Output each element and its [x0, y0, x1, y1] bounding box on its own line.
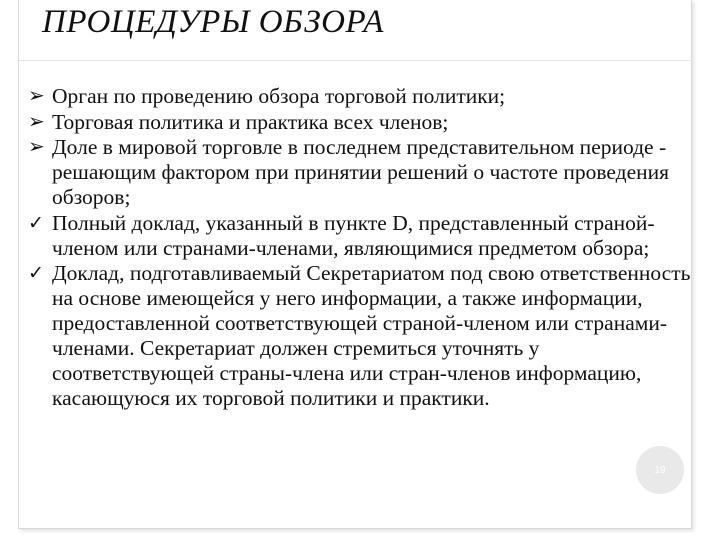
list-item — [28, 135, 692, 210]
list-item-text: Орган по проведению обзора торговой политики; — [52, 84, 506, 108]
arrow-bullet-icon: ➢ — [28, 136, 45, 158]
checkmark-bullet-icon: ✓ — [28, 263, 44, 284]
page-number: 19 — [654, 464, 666, 476]
bullet-list — [28, 84, 692, 412]
list-item-text: Доле в мировой торговле в последнем представительном периоде - решающим фактором при принятии решений о частоте проведения обзоров; — [52, 135, 670, 209]
page-number-badge — [636, 446, 684, 494]
arrow-bullet-icon: ➢ — [28, 85, 45, 107]
list-item — [28, 84, 692, 109]
list-item — [28, 261, 692, 411]
list-item-text: Полный доклад, указанный в пункте D, представленный страной-членом или странами-членами, являющимися предметом обзора; — [52, 210, 655, 260]
list-item — [28, 211, 692, 261]
list-item-text: Торговая политика и практика всех членов; — [52, 109, 449, 134]
list-item — [28, 110, 692, 135]
slide-title: ПРОЦЕДУРЫ ОБЗОРА — [42, 4, 384, 40]
title-divider — [18, 60, 690, 61]
checkmark-bullet-icon: ✓ — [28, 212, 44, 234]
arrow-bullet-icon: ➢ — [28, 110, 45, 133]
list-item-text: Доклад, подготавливаемый Секретариатом под свою ответственность на основе имеющейся у него информации, а также информации, предоставленной соответствующей страной-членом или странами-членами. Секретариат должен стремиться уточнять у соответствующей страны-члена или стран-членов информацию, касающуюся их торговой политики и практики. — [52, 261, 691, 410]
